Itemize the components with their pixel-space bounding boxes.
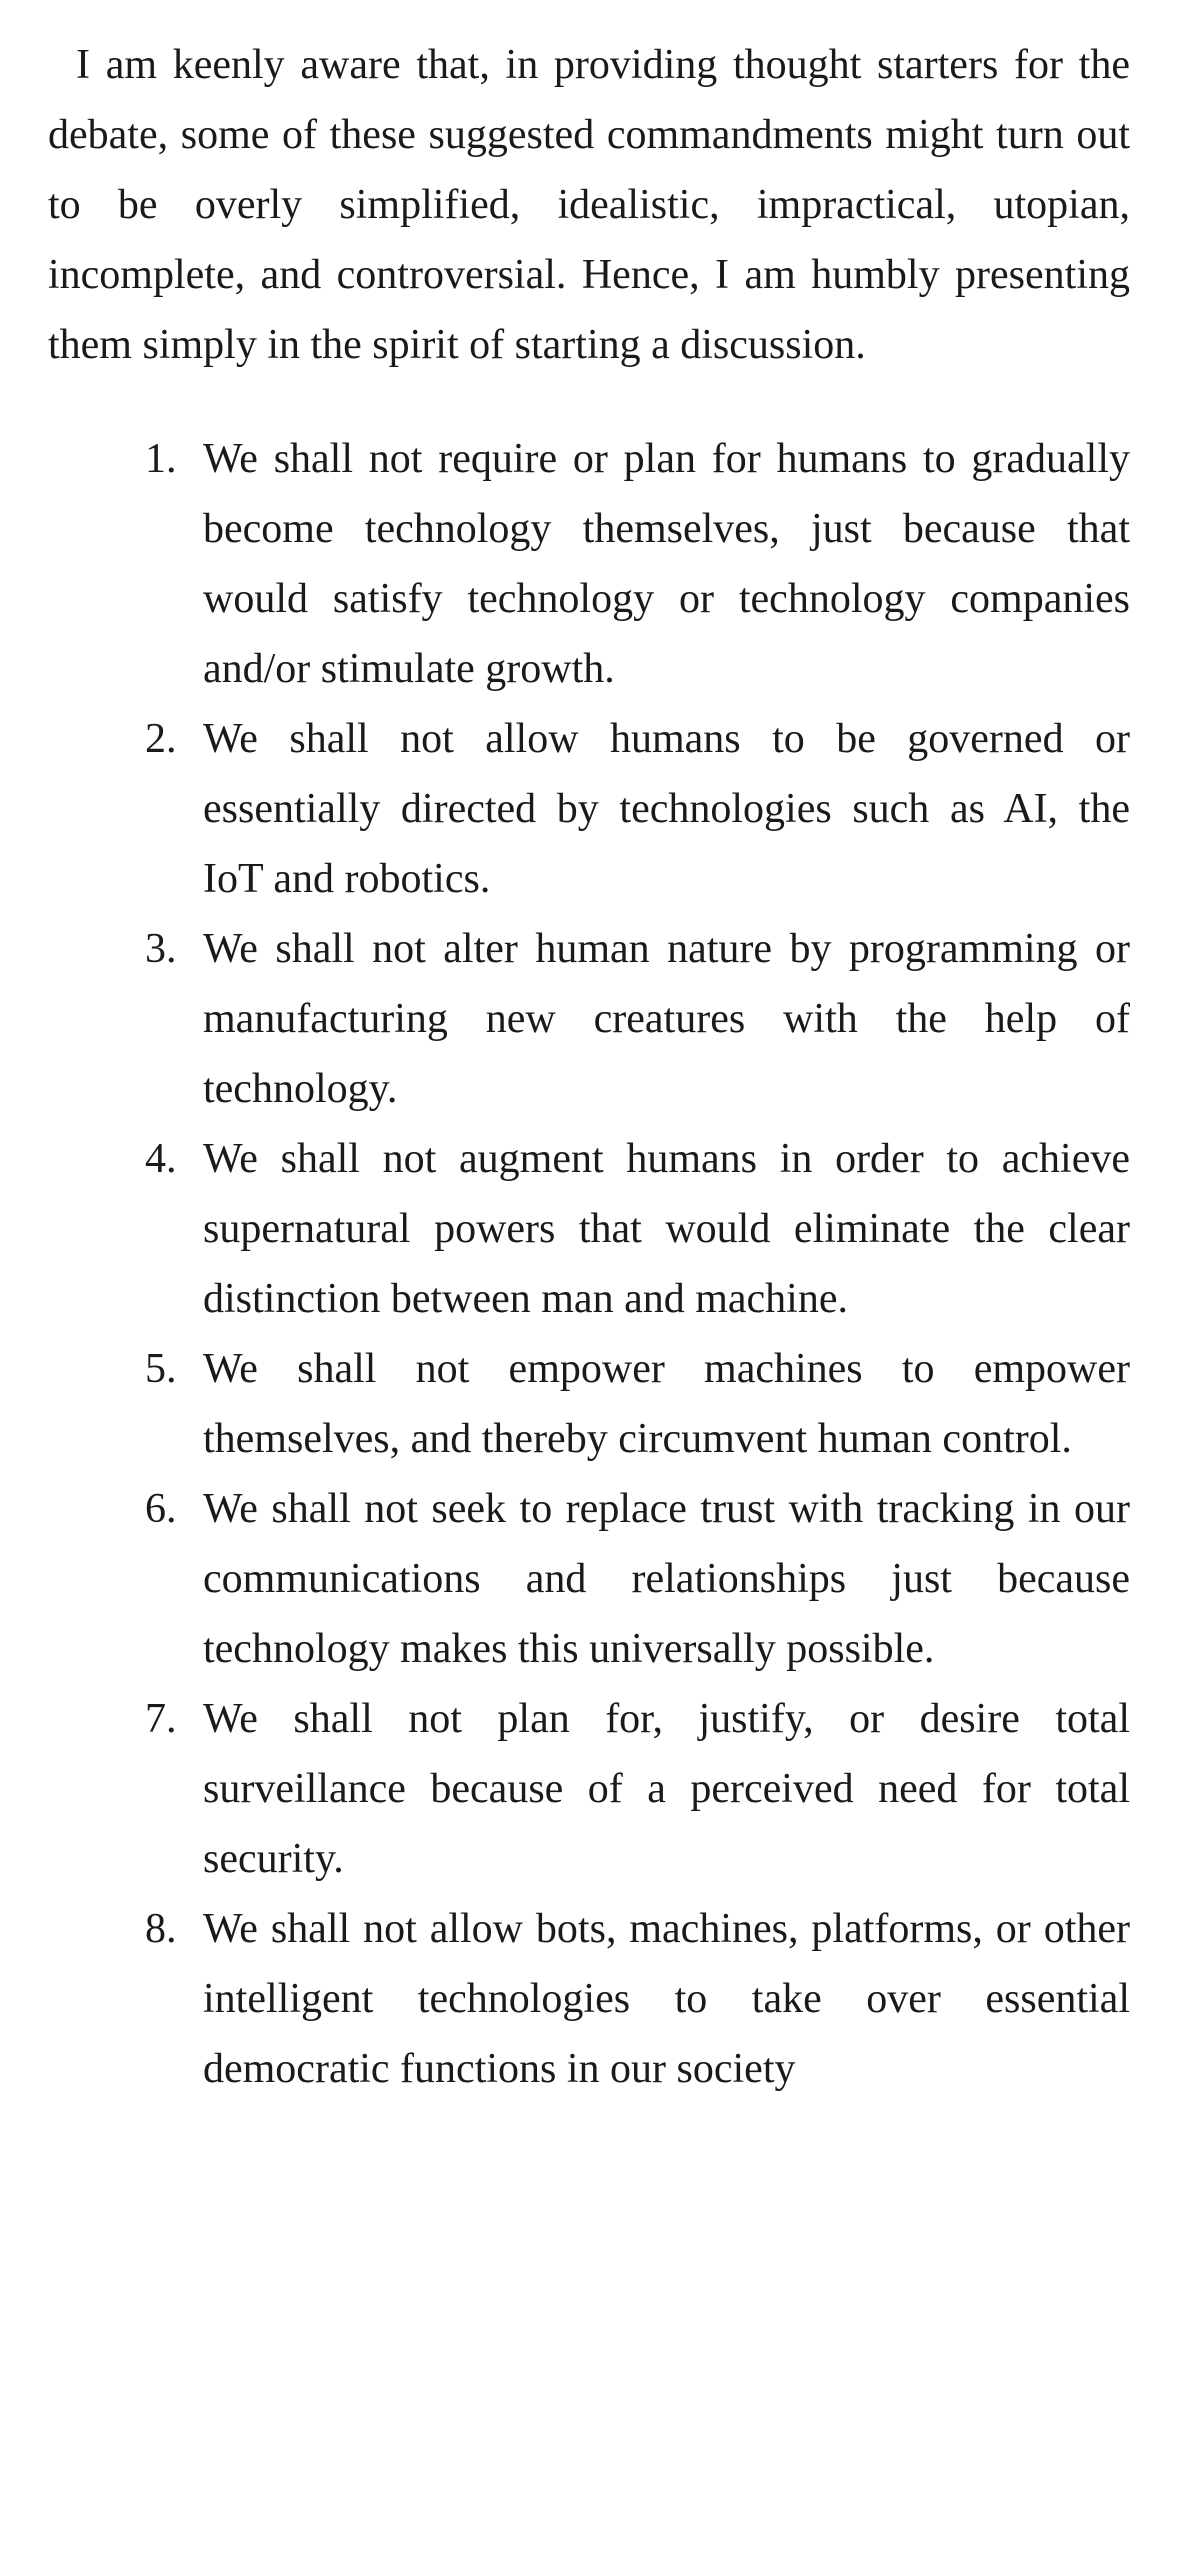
list-item-text: We shall not seek to replace trust with tracking in our communications and relationships just because technology makes this universally possible. <box>203 1486 1130 1672</box>
list-item-text: We shall not plan for, justify, or desire total surveillance because of a perceived need for total security. <box>203 1696 1130 1882</box>
list-item-number: 4. <box>145 1136 177 1182</box>
list-item <box>48 1894 1130 2104</box>
list-item-text: We shall not augment humans in order to achieve supernatural powers that would eliminate the clear distinction between man and machine. <box>203 1136 1130 1322</box>
list-item-number: 7. <box>145 1696 177 1742</box>
list-item-text: We shall not empower machines to empower themselves, and thereby circumvent human control. <box>203 1346 1130 1462</box>
list-item <box>48 1474 1130 1684</box>
list-item <box>48 1124 1130 1334</box>
list-item-text: We shall not alter human nature by programming or manufacturing new creatures with the help of technology. <box>203 926 1130 1112</box>
list-item-number: 8. <box>145 1906 177 1952</box>
list-item-number: 1. <box>145 436 177 482</box>
list-item <box>48 424 1130 704</box>
list-item <box>48 704 1130 914</box>
commandments-list <box>48 424 1130 2104</box>
list-item-text: We shall not allow humans to be governed or essentially directed by technologies such as AI, the IoT and robotics. <box>203 716 1130 902</box>
page-content <box>48 30 1130 2104</box>
list-item <box>48 1334 1130 1474</box>
list-item-number: 3. <box>145 926 177 972</box>
list-item-text: We shall not require or plan for humans to gradually become technology themselves, just because that would satisfy technology or technology companies and/or stimulate growth. <box>203 436 1130 692</box>
list-item-text: We shall not allow bots, machines, platforms, or other intelligent technologies to take over essential democratic functions in our society <box>203 1906 1130 2092</box>
list-item-number: 6. <box>145 1486 177 1532</box>
list-item <box>48 914 1130 1124</box>
list-item-number: 5. <box>145 1346 177 1392</box>
list-item-number: 2. <box>145 716 177 762</box>
list-item <box>48 1684 1130 1894</box>
intro-paragraph: I am keenly aware that, in providing thought starters for the debate, some of these suggested commandments might turn out to be overly simplified, idealistic, impractical, utopian, incomplete, and controversial. Hence, I am humbly presenting them simply in the spirit of starting a discussion. <box>48 42 1130 368</box>
